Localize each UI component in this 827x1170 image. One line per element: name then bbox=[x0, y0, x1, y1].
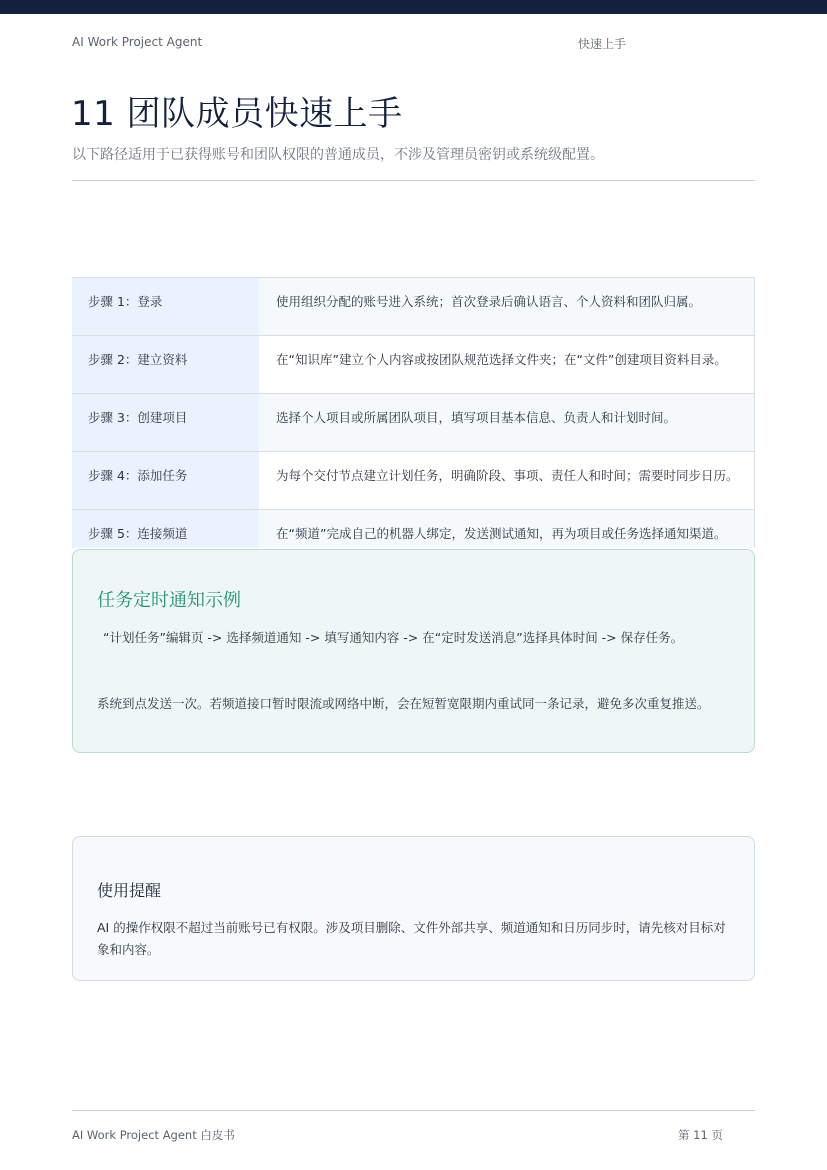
step-label: 步骤 4：添加任务 bbox=[72, 452, 259, 509]
step-row bbox=[72, 510, 755, 548]
page-subtitle: 以下路径适用于已获得账号和团队权限的普通成员，不涉及管理员密钥或系统级配置。 bbox=[72, 147, 604, 163]
step-row bbox=[72, 278, 755, 336]
footer-divider bbox=[72, 1110, 755, 1111]
example-callout bbox=[72, 549, 755, 753]
tip-text: AI 的操作权限不超过当前账号已有权限。涉及项目删除、文件外部共享、频道通知和日历同步时，请先核对目标对象和内容。 bbox=[97, 920, 726, 957]
example-title: 任务定时通知示例 bbox=[97, 590, 241, 611]
step-description: 使用组织分配的账号进入系统；首次登录后确认语言、个人资料和团队归属。 bbox=[259, 278, 755, 335]
tip-title: 使用提醒 bbox=[97, 881, 162, 900]
step-description: 选择个人项目或所属团队项目，填写项目基本信息、负责人和计划时间。 bbox=[259, 394, 755, 451]
step-label: 步骤 1：登录 bbox=[72, 278, 259, 335]
steps-table bbox=[72, 277, 755, 548]
step-description: 在“频道”完成自己的机器人绑定，发送测试通知，再为项目或任务选择通知渠道。 bbox=[259, 510, 755, 548]
step-label: 步骤 2：建立资料 bbox=[72, 336, 259, 393]
step-description: 为每个交付节点建立计划任务，明确阶段、事项、责任人和时间；需要时同步日历。 bbox=[259, 452, 755, 509]
step-row bbox=[72, 452, 755, 510]
top-bar bbox=[0, 0, 827, 14]
title-divider bbox=[72, 180, 755, 181]
step-row bbox=[72, 394, 755, 452]
header-doc-title: AI Work Project Agent bbox=[72, 35, 203, 49]
footer-doc-title: AI Work Project Agent 白皮书 bbox=[72, 1128, 235, 1142]
page-number: 第 11 页 bbox=[678, 1128, 723, 1142]
step-row bbox=[72, 336, 755, 394]
page-title: 11 团队成员快速上手 bbox=[71, 94, 403, 134]
example-workflow-text: “计划任务”编辑页 -> 选择频道通知 -> 填写通知内容 -> 在“定时发送消息”选择具体时间 -> 保存任务。 bbox=[103, 630, 684, 645]
usage-tip-callout bbox=[72, 836, 755, 981]
step-label: 步骤 3：创建项目 bbox=[72, 394, 259, 451]
step-description: 在“知识库”建立个人内容或按团队规范选择文件夹；在“文件”创建项目资料目录。 bbox=[259, 336, 755, 393]
header-section-name: 快速上手 bbox=[578, 37, 627, 51]
step-label: 步骤 5：连接频道 bbox=[72, 510, 259, 548]
example-retry-text: 系统到点发送一次。若频道接口暂时限流或网络中断，会在短暂宽限期内重试同一条记录，避免多次重复推送。 bbox=[97, 696, 710, 711]
